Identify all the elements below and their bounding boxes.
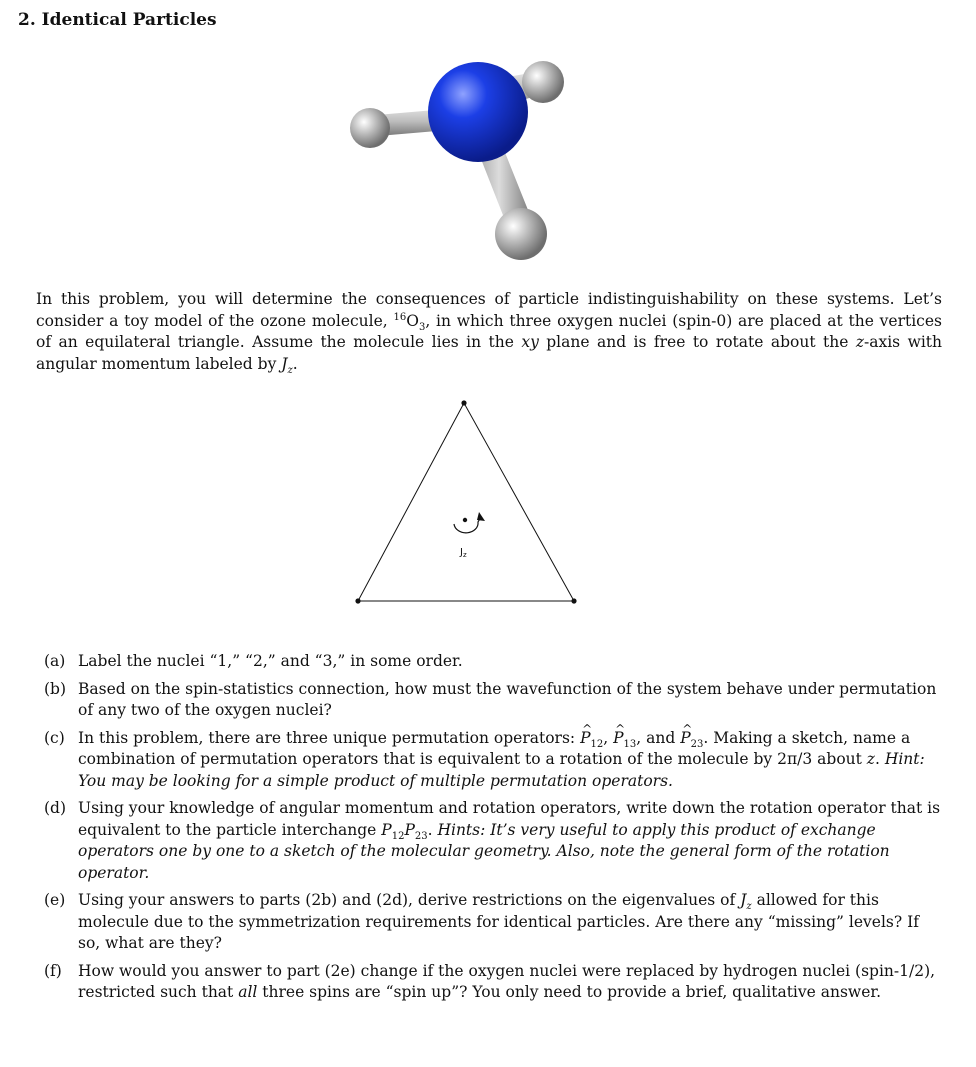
part-a (44, 651, 944, 673)
part-b-text: Based on the spin-statistics connection, how must the wavefunction of the system behave under permutation of any two of the oxygen nuclei? (78, 679, 937, 719)
triangle-outline (358, 403, 574, 601)
intro-paragraph: In this problem, you will determine the consequences of particle indistinguishability on these systems. Let’s consider a toy model of the ozone molecule, $^{16}O_3$, in which three oxygen nuclei (spin-0) are placed at the vertices of an equilateral triangle. Assume the molecule lies in the xy plane and is free to rotate about the z-axis with angular momentum labeled by $J_z$. (36, 290, 943, 376)
rotation-label: $J_z$ (460, 547, 467, 559)
section-heading: 2. Identical Particles (18, 10, 217, 30)
part-c-text: In this problem, there are three unique permutation operators: ^ $P_{12}$, ^ $P_{13}$, and ^ $P_{23}$. Making a sketch, name a combination of permutation operators that is equivalent to a rotation of the molecule by 2π/3 about z. Hint: You may be looking for a simple product of multiple permutation operators. (78, 729, 925, 790)
part-d (44, 798, 944, 884)
part-c (44, 728, 944, 793)
triangle-diagram (340, 395, 590, 615)
rotation-arrowhead (477, 512, 485, 521)
outer-atom-lower (495, 208, 547, 260)
rotation-center (463, 518, 467, 522)
vertex-right (571, 598, 576, 603)
part-b (44, 679, 944, 722)
part-f-text: How would you answer to part (2e) change if the oxygen nuclei were replaced by hydrogen nuclei (spin-1/2), restricted such that all three spins are “spin up”? You only need to provide a brief, qualitative answer. (78, 961, 936, 1001)
molecule-illustration (340, 52, 580, 270)
outer-atom-left (350, 108, 390, 148)
part-e-label: (e) (44, 891, 66, 909)
central-atom (428, 62, 528, 162)
part-e-text: Using your answers to parts (2b) and (2d), derive restrictions on the eigenvalues of $J_z$ allowed for this molecule due to the symmetrization requirements for identical particles. Are there any “missing” levels? If so, what are they? (78, 891, 919, 952)
part-c-label: (c) (44, 728, 65, 747)
rotation-arrow-icon (454, 517, 481, 533)
part-f (44, 961, 944, 1004)
part-d-text: Using your knowledge of angular momentum and rotation operators, write down the rotation operator that is equivalent to the particle interchange $P_{12}P_{23}$. Hints: It’s very useful to apply this product of exchange operators one by one to a sketch of the molecular geometry. Also, note the general form of the rotation operator. (78, 799, 941, 882)
vertex-top (461, 400, 466, 405)
part-f-label: (f) (44, 961, 62, 980)
part-a-text: Label the nuclei “1,” “2,” and “3,” in some order. (78, 652, 463, 670)
part-b-label: (b) (44, 679, 67, 698)
outer-atom-upper-right (522, 61, 564, 103)
part-e (44, 890, 944, 955)
part-d-label: (d) (44, 799, 67, 817)
question-parts (44, 651, 944, 1010)
vertex-left (355, 598, 360, 603)
part-a-label: (a) (44, 652, 66, 670)
